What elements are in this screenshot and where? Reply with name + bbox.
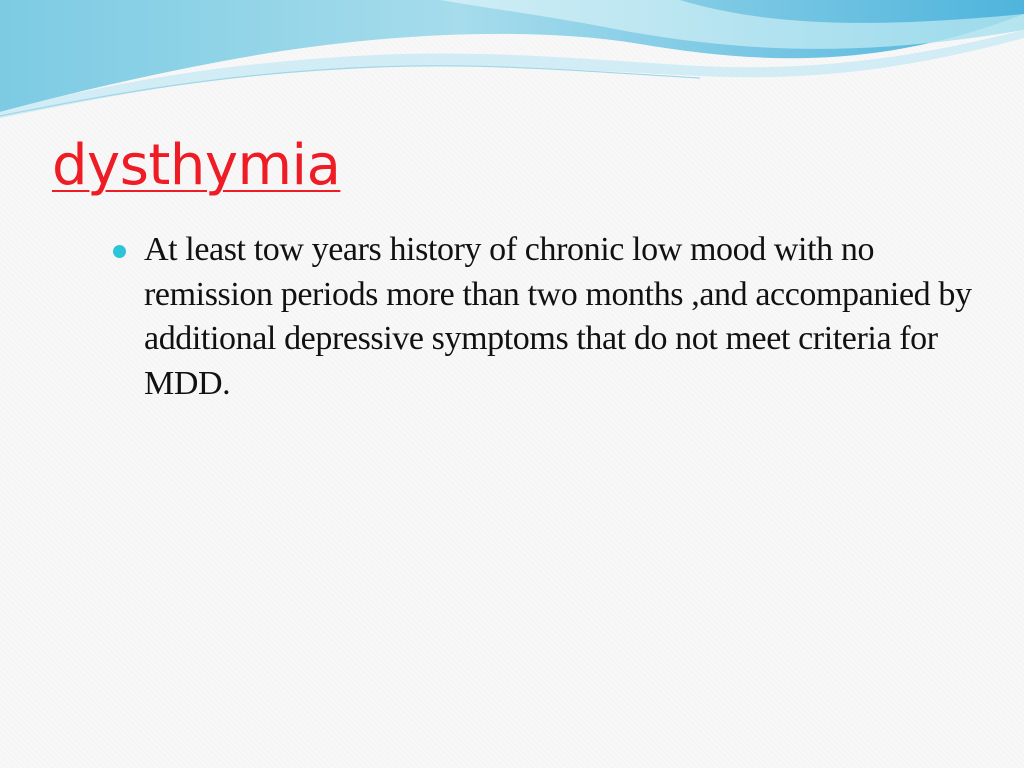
bullet-dot-icon	[113, 245, 126, 258]
list-item	[112, 228, 972, 406]
header-wave-decoration	[0, 0, 1024, 130]
bullet-text: At least tow years history of chronic low mood with no remission periods more than two months ,and accompanied by additional depressive symptoms that do not meet criteria for MDD.	[144, 231, 972, 402]
slide-title: dysthymia	[52, 133, 341, 198]
bullet-list	[112, 228, 972, 406]
